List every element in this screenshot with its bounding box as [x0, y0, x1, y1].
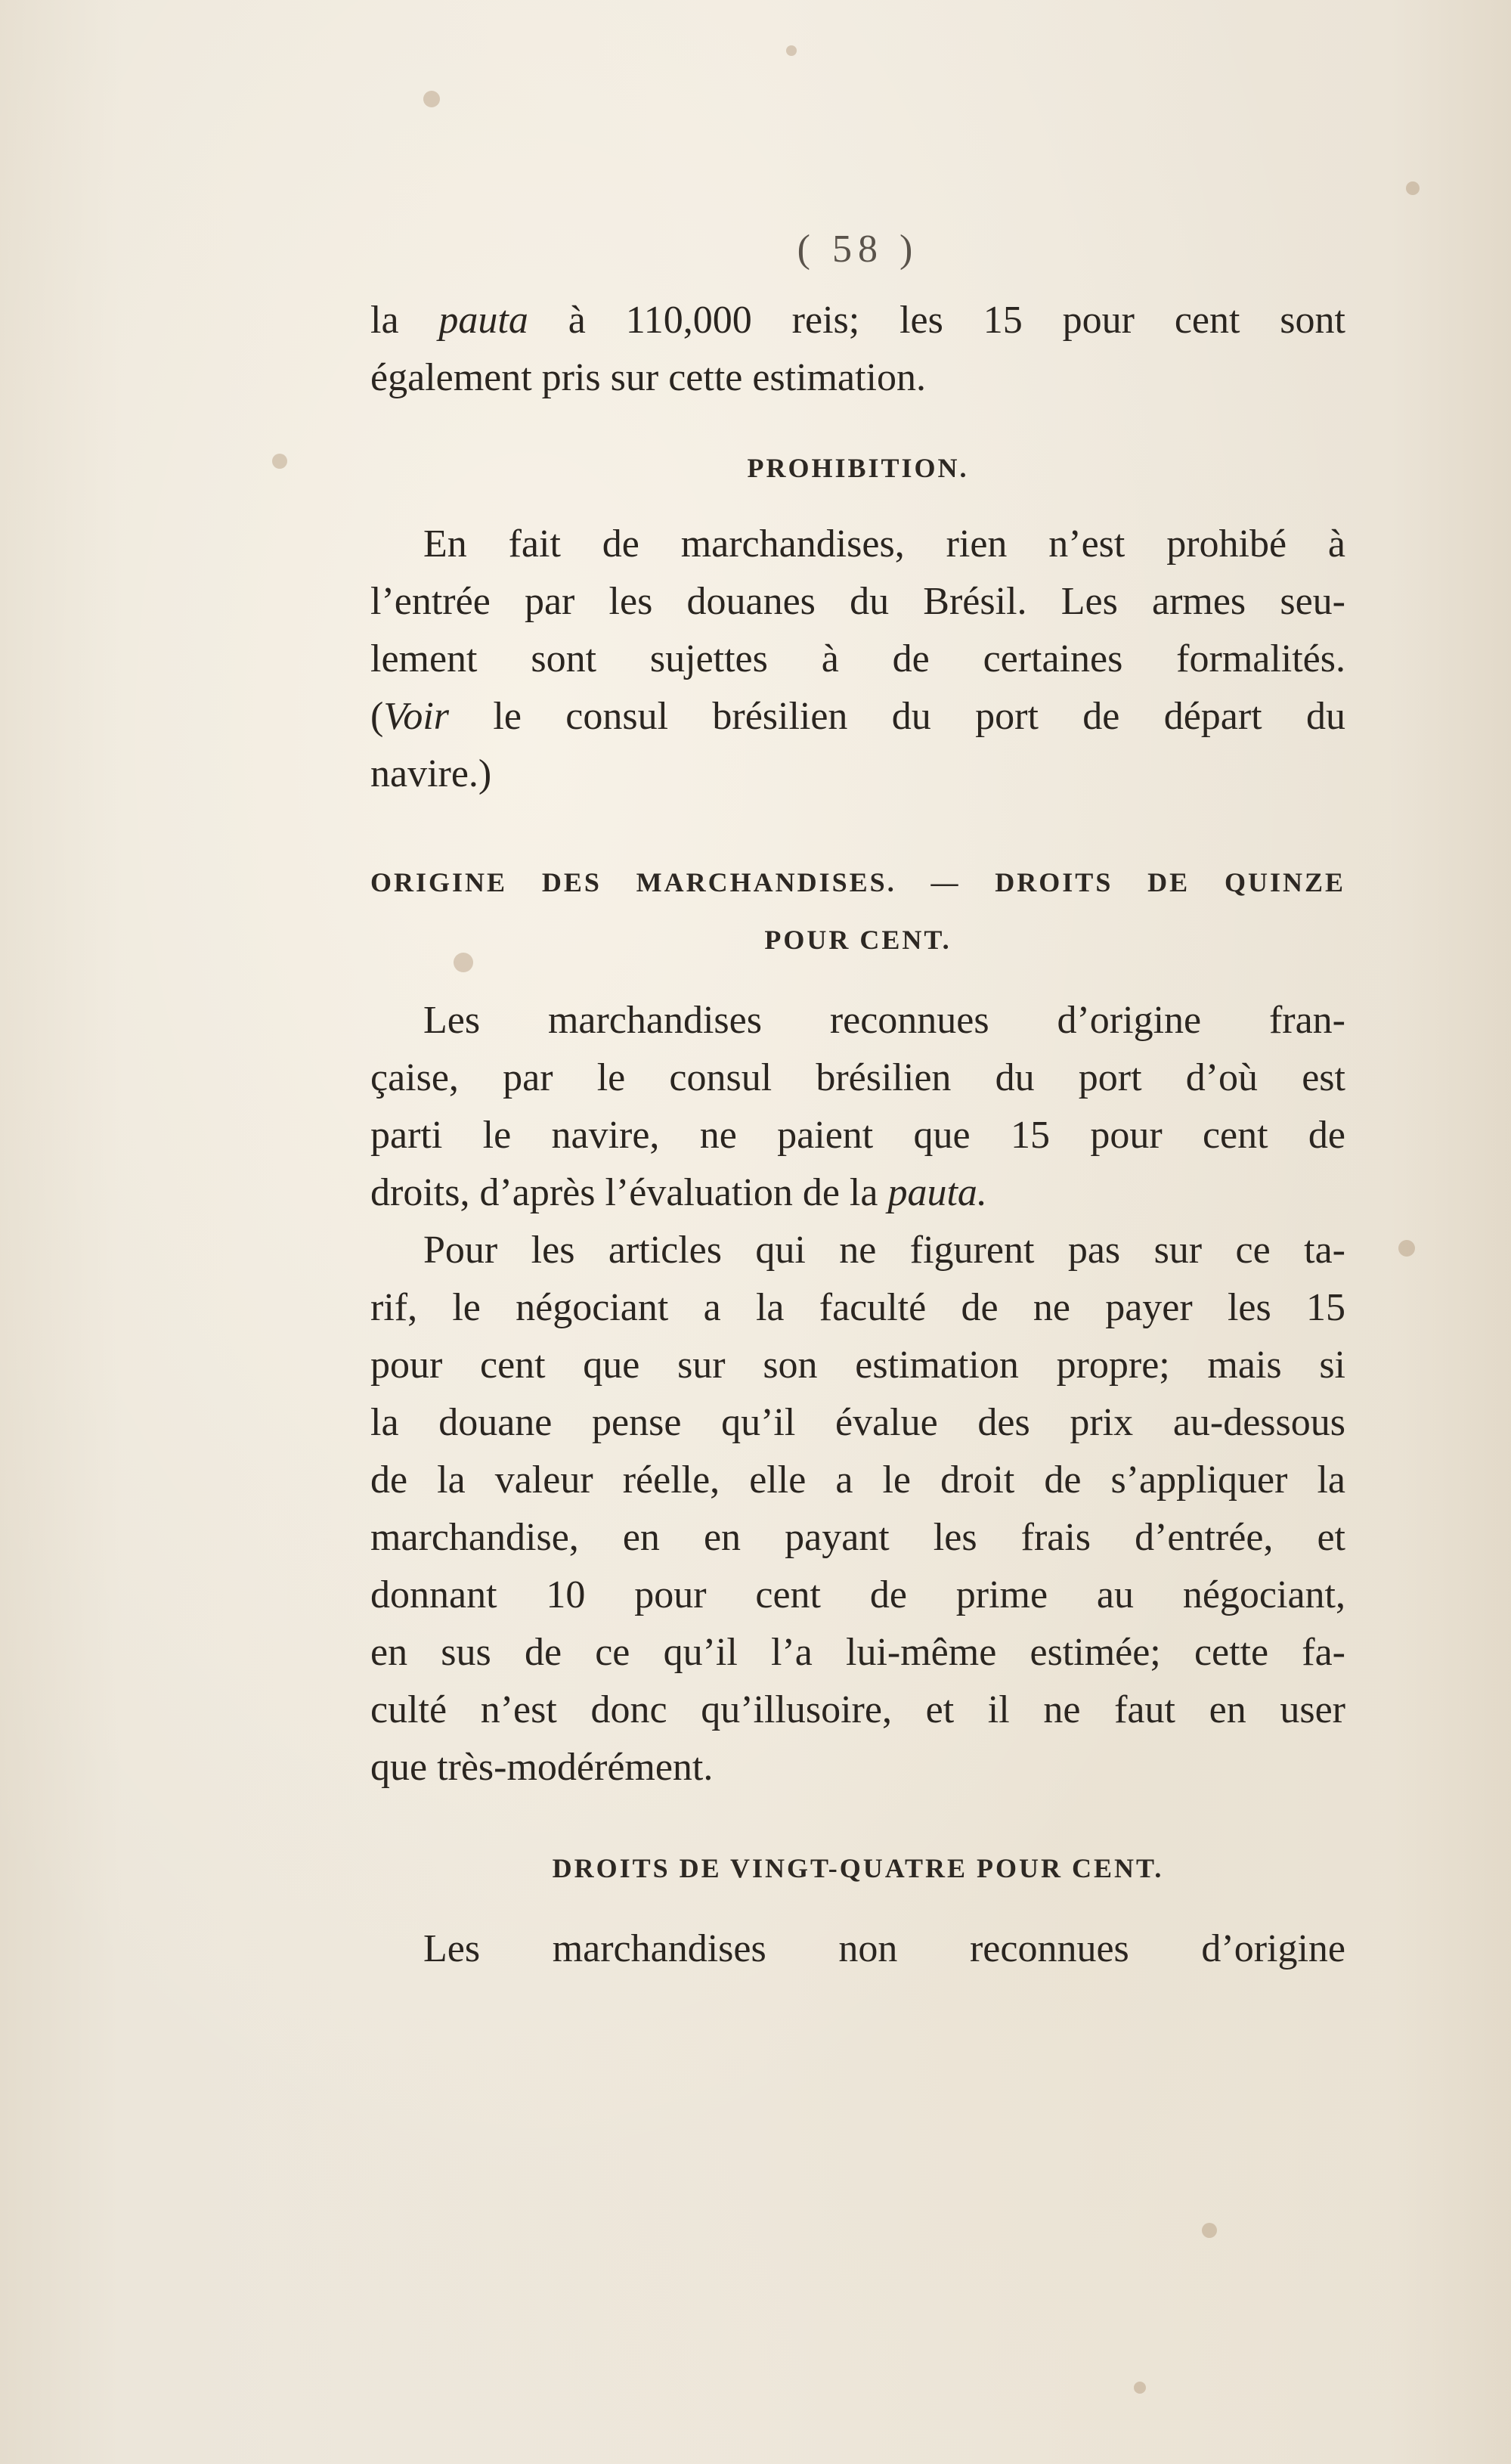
section-heading: POUR CENT. [764, 925, 952, 955]
text-span: également pris sur cette estimation. [370, 356, 926, 399]
text-line [370, 996, 1345, 1045]
text-line [370, 1054, 1345, 1102]
foxing-spot [786, 45, 797, 56]
italic-text: pauta. [887, 1171, 987, 1214]
text-span: à 110,000 reis; les 15 pour cent sont [528, 299, 1345, 342]
text-span: droits, d’après l’évaluation de la [370, 1171, 888, 1214]
text-span: le consul brésilien du port de départ du [449, 695, 1345, 738]
text-span: culté n’est donc qu’illusoire, et il ne faut en user [370, 1688, 1345, 1731]
section-heading: DROITS DE VINGT-QUATRE POUR CENT. [552, 1853, 1164, 1883]
text-line [370, 1284, 1345, 1332]
italic-text: pauta [438, 299, 528, 342]
text-span: Les marchandises reconnues d’origine fran- [423, 999, 1345, 1042]
text-span: en sus de ce qu’il l’a lui-même estimée; cette fa- [370, 1631, 1345, 1674]
text-span: Les marchandises non reconnues d’origine [423, 1927, 1345, 1970]
text-span: donnant 10 pour cent de prime au négociant, [370, 1573, 1345, 1616]
text-line [370, 1111, 1345, 1160]
text-line [370, 1341, 1345, 1390]
text-line [370, 520, 1345, 569]
text-span: Pour les articles qui ne figurent pas sur ce ta- [423, 1229, 1345, 1272]
section-heading: PROHIBITION. [747, 453, 969, 483]
text-line [370, 1169, 1345, 1217]
text-line [370, 635, 1345, 683]
italic-text: Voir [383, 695, 450, 738]
text-line [370, 1571, 1345, 1619]
text-span: lement sont sujettes à de certaines formalités. [370, 637, 1345, 680]
text-line [370, 693, 1345, 741]
text-line [370, 1514, 1345, 1562]
foxing-spot [1134, 2382, 1146, 2394]
text-span: çaise, par le consul brésilien du port d’où est [370, 1056, 1345, 1099]
foxing-spot [272, 454, 287, 469]
text-line [370, 1686, 1345, 1734]
foxing-spot [1398, 1240, 1415, 1257]
text-span: En fait de marchandises, rien n’est prohibé à [423, 522, 1345, 566]
text-span: de la valeur réelle, elle a le droit de s’appliquer la [370, 1458, 1345, 1502]
text-span: que très-modérément. [370, 1746, 714, 1789]
text-line [370, 1743, 1345, 1792]
text-span: parti le navire, ne paient que 15 pour cent de [370, 1114, 1345, 1157]
text-span: pour cent que sur son estimation propre; mais si [370, 1344, 1345, 1387]
text-span: l’entrée par les douanes du Brésil. Les armes seu- [370, 580, 1345, 623]
text-line [370, 1456, 1345, 1505]
text-line [370, 354, 1345, 402]
text-line [370, 750, 1345, 798]
foxing-spot [1406, 181, 1420, 195]
text-span: marchandise, en en payant les frais d’entrée, et [370, 1516, 1345, 1559]
foxing-spot [1202, 2223, 1217, 2238]
text-span: navire.) [370, 752, 492, 795]
text-line [370, 1925, 1345, 1973]
page-number: ( 58 ) [797, 228, 919, 271]
text-span: ( [370, 695, 384, 738]
text-line [370, 1226, 1345, 1275]
section-heading: ORIGINE DES MARCHANDISES. — DROITS DE QUINZE [370, 867, 1345, 897]
text-span: rif, le négociant a la faculté de ne payer les 15 [370, 1286, 1345, 1329]
text-line [370, 1629, 1345, 1677]
text-line [370, 1399, 1345, 1447]
text-span: la [370, 299, 439, 342]
text-line [370, 296, 1345, 345]
text-span: la douane pense qu’il évalue des prix au-dessous [370, 1401, 1345, 1444]
foxing-spot [423, 91, 440, 107]
text-line [370, 578, 1345, 626]
